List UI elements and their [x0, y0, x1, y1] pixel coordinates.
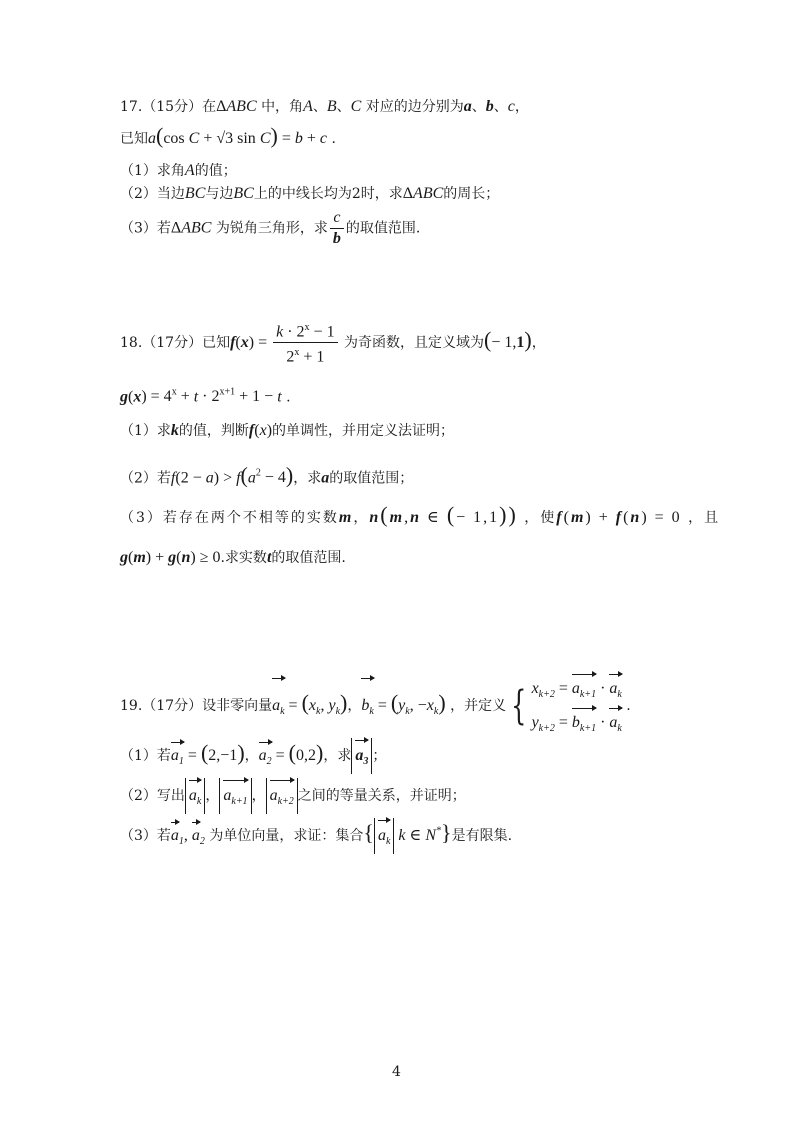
- p17-q2: （2）当边BC与边BC上的中线长均为2时，求ΔABC的周长；: [120, 185, 500, 202]
- p17-text: 已知: [120, 131, 148, 147]
- p17-header: 17.（15分）在: [120, 99, 217, 115]
- p18-line1: 18.（17分）已知f(x) = $\frac{k \cdot 2^x - 1}{2^x + 1}$ 为奇函数，且定义域为(− 1,1)，: [120, 318, 546, 368]
- p19-q3: （3）若$a_1$, $a_2$ 为单位向量，求证：集合{ $a_k$ k ∈ N*}是有限集.: [120, 818, 512, 854]
- p17-q1: （1）求角A的值；: [120, 162, 237, 179]
- p18-line2: $g(x) = 4^x + t \cdot 2^{x+1} + 1 - t$ .: [120, 387, 291, 406]
- p17-line2: 已知a(cos C + √3 sin C) = b + c .: [120, 123, 336, 148]
- p18-header: 18.（17分）已知: [120, 334, 231, 351]
- p19-header: 19.（17分）设非零向量: [120, 698, 273, 715]
- p19-q1: （1）若$a_1 = (2,-1)$，$a_2 = (0,2)$，求 $a_3$ ；: [120, 738, 386, 774]
- p18-q3-cont: g(m) + g(n) ≥ 0.求实数t的取值范围.: [120, 549, 346, 566]
- page-number: 4: [392, 1064, 401, 1080]
- p17-condition: a: [148, 130, 156, 147]
- p19-system: $x_{k+2} = a_{k+1} \cdot a_k$ $y_{k+2} = b_{k+1} \cdot a_k$: [532, 672, 622, 740]
- p18-q1: （1）求k的值，判断f(x)的单调性，并用定义法证明；: [120, 422, 455, 439]
- p18-q3: （3）若存在两个不相等的实数m，n(m,n ∈ (− 1,1)) ，使f(m) + f(n) = 0 ，且: [120, 502, 721, 527]
- p17-q3: （3）若ΔABC 为锐角三角形，求 $\frac{c}{b}$ 的取值范围.: [120, 209, 421, 247]
- fraction-c-over-b: $\frac{c}{b}$: [330, 208, 344, 249]
- p17-text: 对应的边分别为: [365, 99, 464, 115]
- p17-text: 中，角: [261, 99, 304, 115]
- p18-q2: （2）若$f(2 - a) > f(a^2 - 4)$，求a的取值范围；: [120, 462, 414, 488]
- p19-q2: （2）写出 $a_k$ ， $a_{k+1}$ ， $a_{k+2}$ 之间的等量关系，并证明；: [120, 778, 466, 814]
- p19-line1: 19.（17分）设非零向量$a_k = (x_k$, $y_k$)，$b_k = (y_k$, $-x_k$) ，并定义 { $x_{k+2} = a_{k+1} \cdot a_k$ $y_{k+2} = b_{k+1} \cdot a_k$ .: [120, 672, 631, 740]
- p17-line1: 17.（15分）在ΔABC 中，角A、B、C 对应的边分别为a、b、c，: [120, 98, 529, 115]
- fraction-f-definition: $\frac{k \cdot 2^x - 1}{2^x + 1}$: [273, 318, 337, 368]
